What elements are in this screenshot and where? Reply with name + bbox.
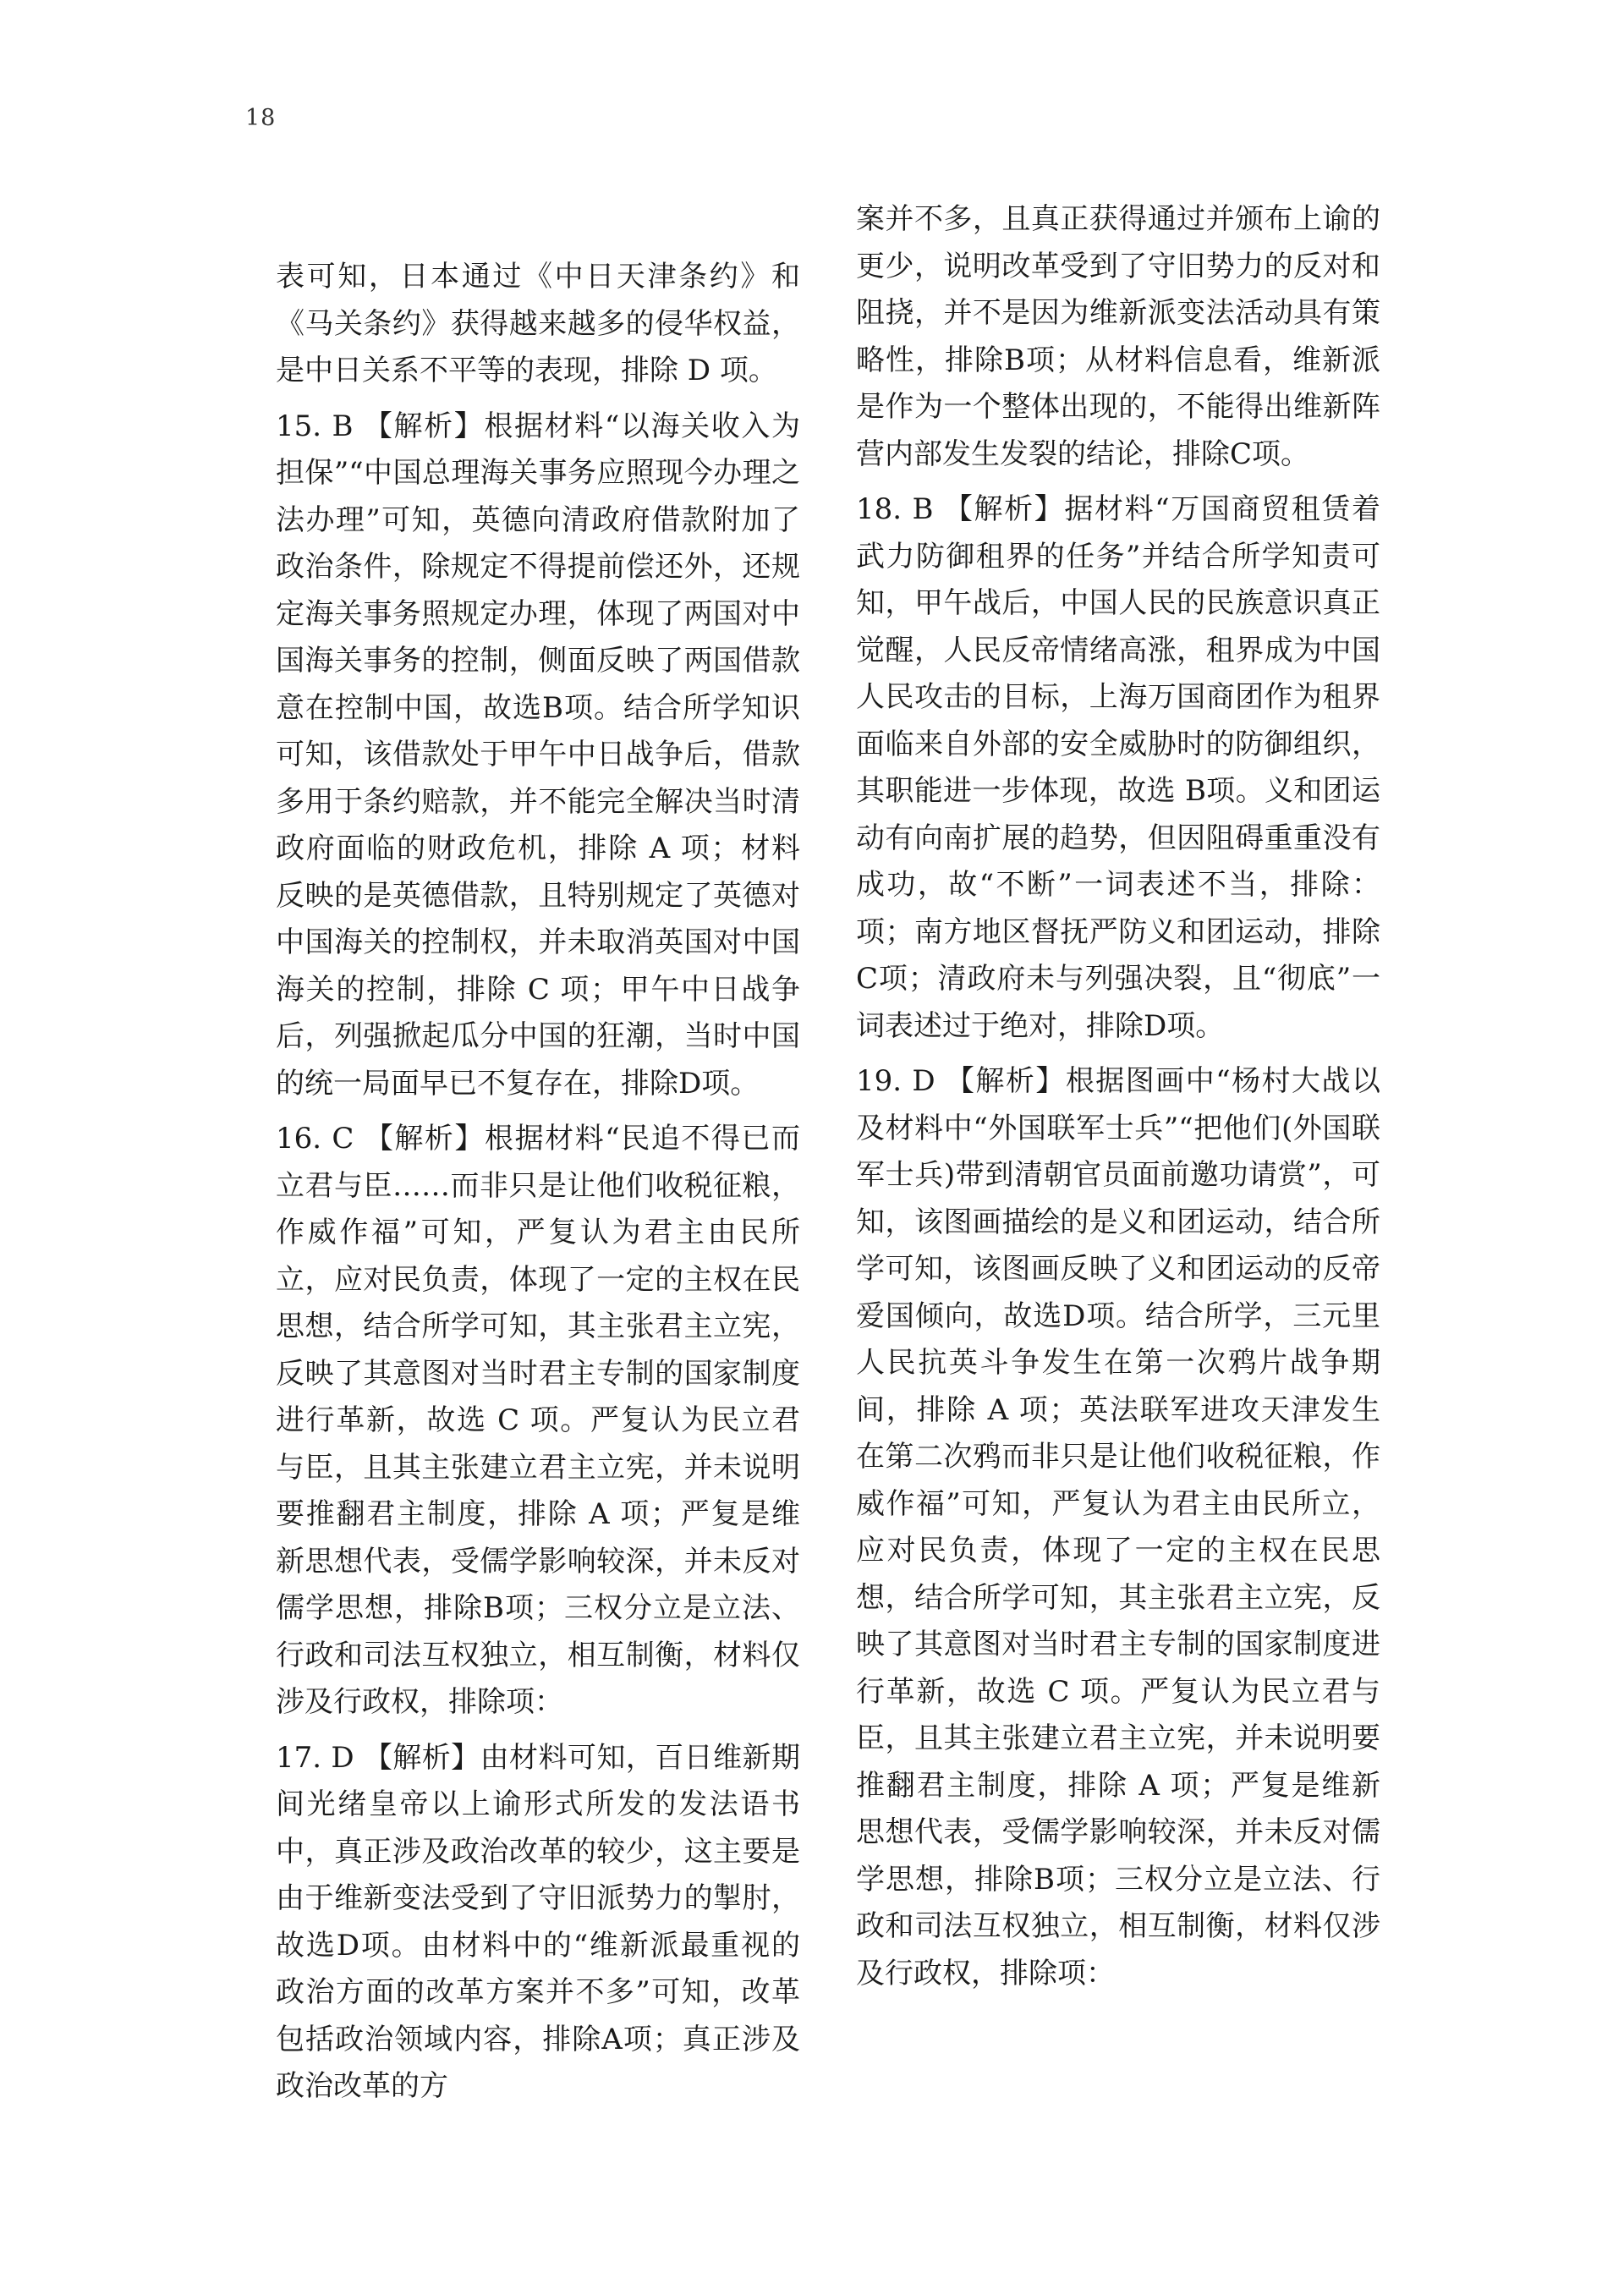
answer-15: 15. B 【解析】根据材料“以海关收入为担保”“中国总理海关事务应照现今办理之法办理”可知，英德向清政府借款附加了政治条件，除规定不得提前偿还外，还规定海关事务照规定办理，体现了两国对中国海关事务的控制，侧面反映了两国借款意在控制中国，故选B项。结合所学知识可知，该借款处于甲午中日战争后，借款多用于条约赔款，并不能完全解决当时清政府面临的财政危机，排除 A 项；材料反映的是英德借款，且特别规定了英德对中国海关的控制权，并未取消英国对中国海关的控制，排除 C 项；甲午中日战争后，列强掀起瓜分中国的狂潮，当时中国的统一局面早已不复存在，排除D项。 (276, 409, 800, 1101)
paragraph-continuation-14: 表可知，日本通过《中日天津条约》和《马关条约》获得越来越多的侵华权益，是中日关系不平等的表现，排除 D 项。 (276, 260, 800, 387)
answer-18: 18. B 【解析】据材料“万国商贸租赁着武力防御租界的任务”并结合所学知责可知，甲午战后，中国人民的民族意识真正觉醒，人民反帝情绪高涨，租界成为中国人民攻击的目标，上海万国商团作为租界面临来自外部的安全威胁时的防御组织，其职能进一步体现，故选 B项。义和团运动有向南扩展的趋势，但因阻碍重重没有成功，故“不断”一词表述不当，排除：项；南方地区督抚严防义和团运动，排除C项；清政府未与列强决裂，且“彻底”一词表述过于绝对，排除D项。 (856, 492, 1380, 1043)
right-column (856, 196, 1380, 2006)
answer-17: 17. D 【解析】由材料可知，百日维新期间光绪皇帝以上谕形式所发的发法语书中，真正涉及政治改革的较少，这主要是由于维新变法受到了守旧派势力的掣肘，故选D项。由材料中的“维新派最重视的政治方面的改革方案并不多”可知，改革包括政治领域内容，排除A项；真正涉及政治改革的方 (276, 1740, 800, 2103)
paragraph-continuation-17: 案并不多，且真正获得通过并颁布上谕的更少，说明改革受到了守旧势力的反对和阻挠，并不是因为维新派变法活动具有策略性，排除B项；从材料信息看，维新派是作为一个整体出现的，不能得出维新阵营内部发生发裂的结论，排除C项。 (856, 202, 1380, 471)
page-number: 18 (245, 105, 277, 131)
answer-19: 19. D 【解析】根据图画中“杨村大战以及材料中“外国联军士兵”“把他们(外国联军士兵)带到清朝官员面前邀功请赏”，可知，该图画描绘的是义和团运动，结合所学可知，该图画反映了义和团运动的反帝爱国倾向，故选D项。结合所学，三元里人民抗英斗争发生在第一次鸦片战争期间，排除 A 项；英法联军进攻天津发生在第二次鸦而非只是让他们收税征粮，作威作福”可知，严复认为君主由民所立，应对民负责，体现了一定的主权在民思想，结合所学可知，其主张君主立宪，反映了其意图对当时君主专制的国家制度进行革新，故选 C 项。严复认为民立君与臣，且其主张建立君主立宪，并未说明要推翻君主制度，排除 A 项；严复是维新思想代表，受儒学影响较深，并未反对儒学思想，排除B项；三权分立是立法、行政和司法互权独立，相互制衡，材料仅涉及行政权，排除项： (856, 1064, 1380, 1990)
left-column (276, 254, 800, 2119)
answer-16: 16. C 【解析】根据材料“民追不得已而立君与臣……而非只是让他们收税征粮，作威作福”可知，严复认为君主由民所立，应对民负责，体现了一定的主权在民思想，结合所学可知，其主张君主立宪，反映了其意图对当时君主专制的国家制度进行革新，故选 C 项。严复认为民立君与臣，且其主张建立君主立宪，并未说明要推翻君主制度，排除 A 项；严复是维新思想代表，受儒学影响较深，并未反对儒学思想，排除B项；三权分立是立法、行政和司法互权独立，相互制衡，材料仅涉及行政权，排除项： (276, 1122, 800, 1719)
